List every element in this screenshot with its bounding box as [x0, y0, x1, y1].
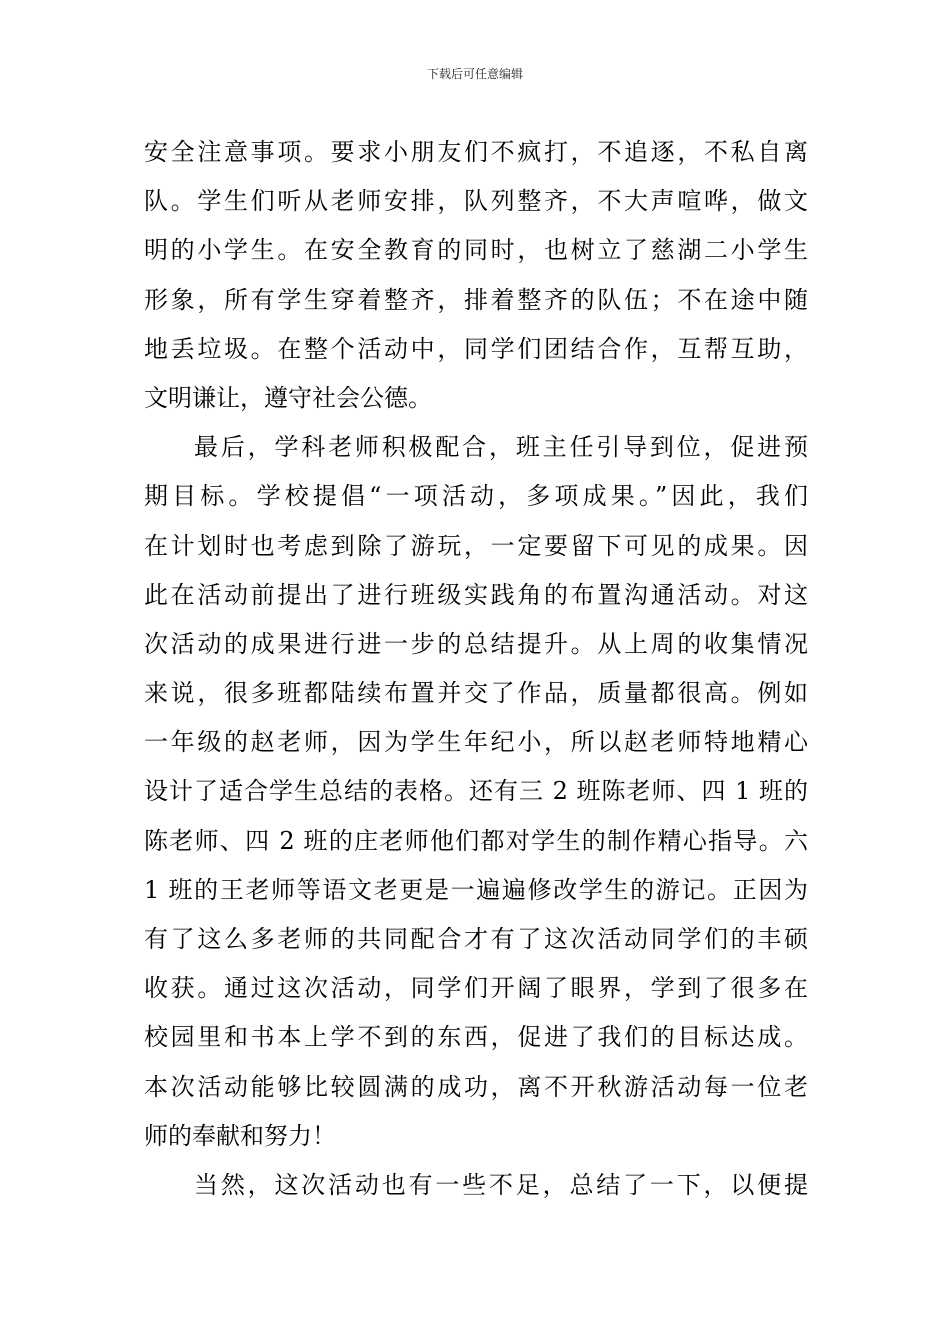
text-line: 明的小学生。在安全教育的同时，也树立了慈湖二小学生	[144, 236, 808, 265]
text-line: 最后，学科老师积极配合，班主任引导到位，促进预	[194, 433, 808, 462]
text-line: 当然，这次活动也有一些不足，总结了一下，以便提	[194, 1170, 808, 1199]
text-line: 在计划时也考虑到除了游玩，一定要留下可见的成果。因	[144, 531, 808, 560]
text-line: 文明谦让，遵守社会公德。	[144, 383, 432, 412]
text-line: 有了这么多老师的共同配合才有了这次活动同学们的丰硕	[144, 925, 808, 953]
paragraph-1	[144, 128, 808, 423]
text-line: 来说，很多班都陆续布置并交了作品，质量都很高。例如	[144, 679, 808, 708]
text-line: 师的奉献和努力！	[144, 1121, 336, 1150]
text-line: 一年级的赵老师，因为学生年纪小，所以赵老师特地精心	[144, 728, 808, 757]
text-line: 设计了适合学生总结的表格。还有三 2 班陈老师、四 1 班的	[144, 777, 808, 806]
paragraph-3	[144, 1161, 808, 1210]
text-line: 队。学生们听从老师安排，队列整齐，不大声喧哗，做文	[144, 187, 808, 216]
text-line: 次活动的成果进行进一步的总结提升。从上周的收集情况	[144, 629, 808, 658]
text-line: 形象，所有学生穿着整齐，排着整齐的队伍；不在途中随	[144, 285, 808, 314]
text-line: 陈老师、四 2 班的庄老师他们都对学生的制作精心指导。六	[144, 826, 808, 855]
text-line: 安全注意事项。要求小朋友们不疯打，不追逐，不私自离	[144, 138, 808, 166]
text-line: 本次活动能够比较圆满的成功，离不开秋游活动每一位老	[144, 1072, 808, 1101]
paragraph-2	[144, 423, 808, 1161]
text-line: 1 班的王老师等语文老更是一遍遍修改学生的游记。正因为	[144, 875, 808, 904]
text-line: 校园里和书本上学不到的东西，促进了我们的目标达成。	[144, 1023, 808, 1052]
document-body	[144, 128, 808, 1210]
text-line: 此在活动前提出了进行班级实践角的布置沟通活动。对这	[144, 580, 808, 609]
page-header: 下载后可任意编辑	[426, 67, 523, 81]
text-line: 期目标。学校提倡“一项活动，多项成果。”因此，我们	[144, 482, 808, 511]
text-line: 收获。通过这次活动，同学们开阔了眼界，学到了很多在	[144, 974, 808, 1003]
text-line: 地丢垃圾。在整个活动中，同学们团结合作，互帮互助，	[144, 334, 808, 363]
